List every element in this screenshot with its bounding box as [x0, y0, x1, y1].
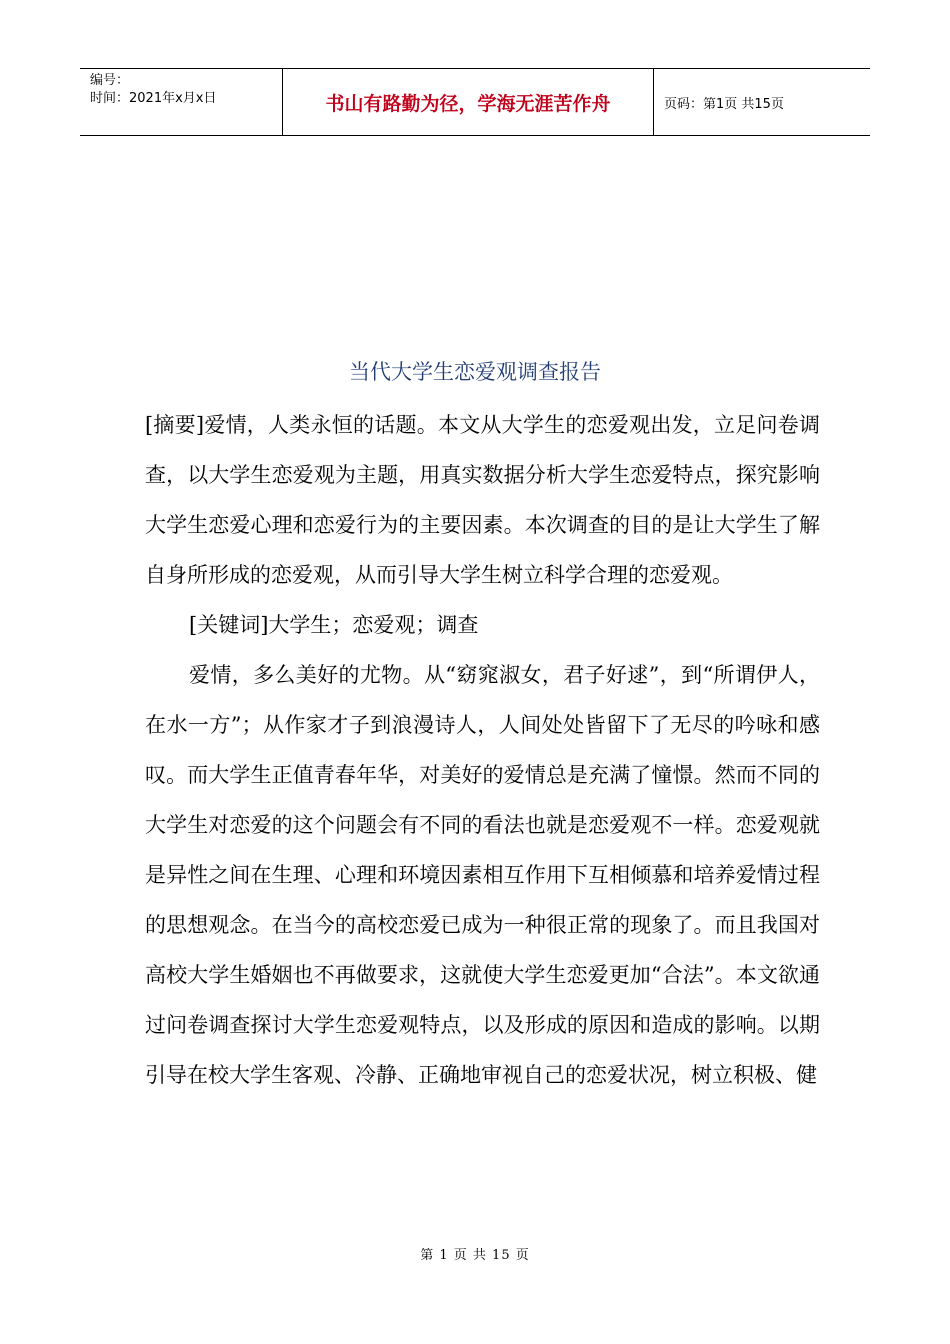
header-meta — [80, 69, 282, 135]
header-page-info: 页码：第1页 共15页 — [664, 96, 784, 112]
page-header — [80, 68, 870, 136]
abstract-paragraph: [摘要]爱情，人类永恒的话题。本文从大学生的恋爱观出发，立足问卷调查，以大学生恋爱观为主题，用真实数据分析大学生恋爱特点，探究影响大学生恋爱心理和恋爱行为的主要因素。本次调查的目的是让大学生了解自身所形成的恋爱观，从而引导大学生树立科学合理的恋爱观。 — [145, 413, 820, 587]
keywords-paragraph: [关键词]大学生；恋爱观；调查 — [189, 613, 479, 637]
header-motto: 书山有路勤为径，学海无涯苦作舟 — [282, 69, 654, 135]
document-title: 当代大学生恋爱观调查报告 — [349, 360, 601, 384]
document-body — [145, 400, 820, 1100]
number-label: 编号： — [90, 73, 130, 88]
page-footer: 第 1 页 共 15 页 — [420, 1248, 530, 1263]
date-label: 时间：2021年x月x日 — [90, 91, 217, 106]
intro-paragraph: 爱情，多么美好的尤物。从“窈窕淑女，君子好逑”，到“所谓伊人，在水一方”；从作家才子到浪漫诗人，人间处处皆留下了无尽的吟咏和感叹。而大学生正值青春年华，对美好的爱情总是充满了憧憬。然而不同的大学生对恋爱的这个问题会有不同的看法也就是恋爱观不一样。恋爱观就是异性之间在生理、心理和环境因素相互作用下互相倾慕和培养爱情过程的思想观念。在当今的高校恋爱已成为一种很正常的现象了。而且我国对高校大学生婚姻也不再做要求，这就使大学生恋爱更加“合法”。本文欲通过问卷调查探讨大学生恋爱观特点，以及形成的原因和造成的影响。以期引导在校大学生客观、冷静、正确地审视自己的恋爱状况，树立积极、健 — [145, 663, 820, 1087]
